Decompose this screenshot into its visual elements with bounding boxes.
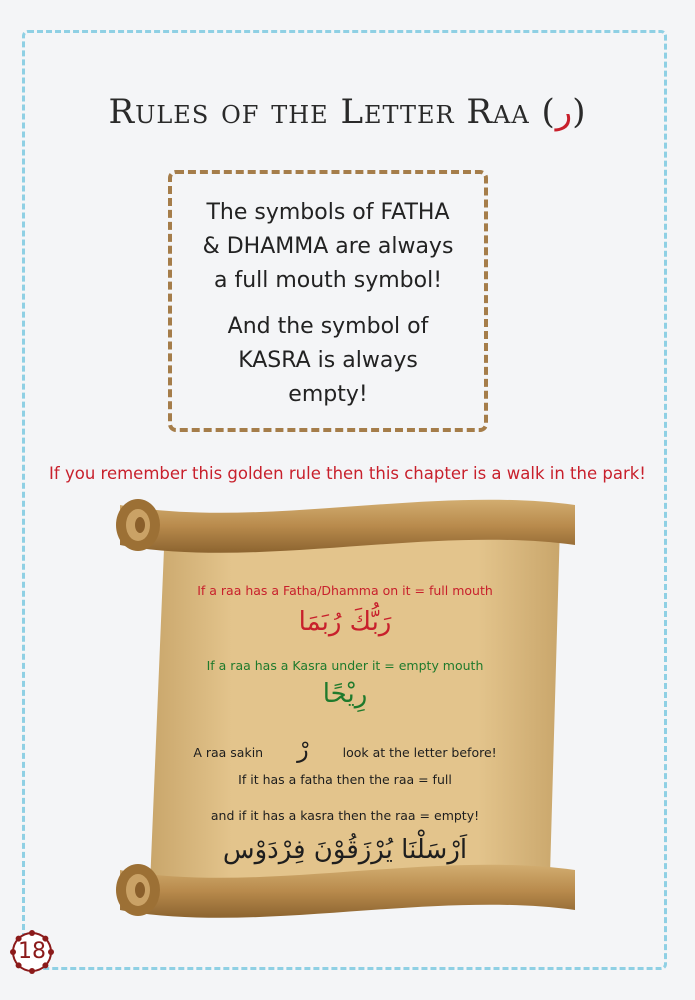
parchment-scroll (110, 485, 580, 945)
page-number-badge (10, 930, 54, 974)
title-close: ) (572, 92, 587, 132)
raa-sakin-prefix: A raa sakin (193, 745, 264, 760)
title-raa-letter: ر (555, 92, 573, 132)
rule-line-6: empty! (288, 382, 368, 407)
kasra-before-text: and if it has a kasra then the raa = empty! (210, 808, 480, 823)
title-text: Rules of the Letter Raa ( (108, 92, 556, 132)
scroll-illustration (110, 485, 580, 945)
fatha-before-text: If it has a fatha then the raa = full (238, 772, 452, 787)
fatha-examples-arabic: رَبُّكَ رُبَمَا (298, 607, 392, 637)
kasra-rule-text: If a raa has a Kasra under it = empty mouth (206, 658, 484, 673)
raa-sakin-suffix: look at the letter before! (342, 745, 497, 760)
page-number: 18 (18, 939, 46, 964)
raa-sakin-line (110, 735, 580, 763)
golden-rule-text: If you remember this golden rule then this chapter is a walk in the park! (49, 464, 646, 483)
kasra-example-arabic: رِيْحًا (322, 679, 368, 709)
sakin-examples-arabic: اَرْسَلْنَا يُرْزَقُوْنَ فِرْدَوْس (222, 835, 468, 865)
fatha-rule-text: If a raa has a Fatha/Dhamma on it = full mouth (197, 583, 493, 598)
rule-line-3: a full mouth symbol! (213, 268, 443, 293)
rule-box (168, 170, 488, 432)
raa-sakin-letter: رْ (297, 735, 309, 763)
rule-line-2: & DHAMMA are always (202, 234, 454, 259)
rule-line-4: And the symbol of (227, 314, 429, 339)
rule-line-5: KASRA is always (238, 348, 418, 373)
rule-line-1: The symbols of FATHA (206, 200, 450, 225)
page-title (0, 92, 695, 132)
